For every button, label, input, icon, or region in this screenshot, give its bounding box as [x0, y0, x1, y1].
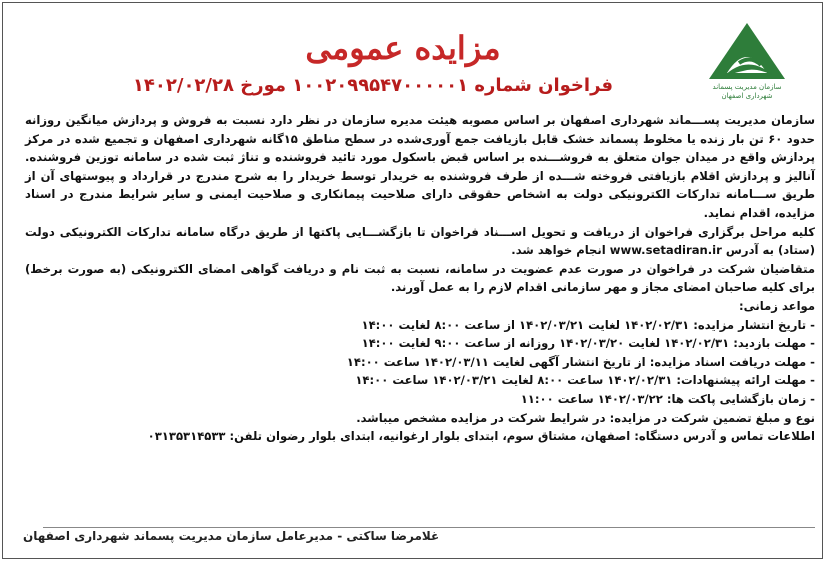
notice-frame: [2, 2, 823, 559]
divider: [43, 527, 815, 528]
guarantee-text: نوع و مبلغ تضمین شرکت در مزایده: در شرایط شرکت در مزایده مشخص میباشد.: [356, 410, 815, 425]
intro-paragraph: سازمان مدیریت پســـماند شهرداری اصفهان بر اساس مصوبه هیئت مدیره سازمان در نظر دارد نسبت به فروش و پردازش میانگین روزانه حدود ۶۰ تن بار زنده یا مخلوط پسماند خشک قابل بازیافت جمع آوری‌شده در سطح مناطق ۱۵گانه شهرداری اصفهان و تجمیع شده در مرکز پردازش واقع در میدان جوان متعلق به فروشـــنده بر اساس قبض باسکول مورد تائید فروشنده و تناژ ثبت شده در سامانه توزین فروشنده. آنالیز و پردازش اقلام بازیافتی فروخته شـــده از طرف فروشنده به خریدار توسط خریدار را به شرح مندرج در قرارداد و پیوستهای آن از طریق ســـامانه تدارکات الکترونیکی دولت به اشخاص حقوقی دارای صلاحیت پیمانکاری و صلاحیت ایمنی و سایر شرایط مندرج در اسناد مزایده، اقدام نماید.: [25, 113, 816, 220]
list-item: - مهلت دریافت اسناد مزایده: از تاریخ انتشار آگهی لغایت ۱۴۰۲/۰۳/۱۱ ساعت ۱۴:۰۰: [346, 354, 815, 369]
timeline-list: [25, 316, 815, 409]
notice-subtitle: فراخوان شماره ۱۰۰۲۰۹۹۵۴۷۰۰۰۰۰۱ مورخ ۱۴۰۲/۰۲/۲۸: [132, 75, 614, 96]
list-item: - تاریخ انتشار مزایده: ۱۴۰۲/۰۲/۳۱ لغایت ۱۴۰۲/۰۳/۲۱ از ساعت ۸:۰۰ لغایت ۱۴:۰۰: [361, 317, 815, 332]
list-item: - مهلت بازدید: ۱۴۰۲/۰۲/۳۱ لغایت ۱۴۰۲/۰۳/۲۰ روزانه از ساعت ۹:۰۰ لغایت ۱۴:۰۰: [361, 336, 815, 351]
logo-text: سازمان مدیریت پسماند شهرداری اصفهان: [712, 83, 782, 100]
list-item: - مهلت ارائه پیشنهادات: ۱۴۰۲/۰۲/۳۱ ساعت ۸:۰۰ لغایت ۱۴۰۲/۰۳/۲۱ ساعت ۱۴:۰۰: [355, 373, 815, 388]
page-title: مزایده عمومی: [305, 29, 501, 67]
contact-text: اطلاعات تماس و آدرس دستگاه: اصفهان، مشتاق سوم، ابتدای بلوار ارغوانیه، ابتدای بلوار رضوان تلفن: ۰۳۱۳۵۳۱۴۵۳۳: [147, 429, 815, 444]
notice-body: [25, 111, 815, 446]
list-item: - زمان بازگشایی پاکت ها: ۱۴۰۲/۰۳/۲۲ ساعت ۱۱:۰۰: [520, 391, 815, 406]
header: [3, 3, 824, 113]
signature: غلامرضا ساکتی - مدیرعامل سازمان مدیریت پسماند شهرداری اصفهان: [23, 529, 440, 543]
procedure-paragraph: کلیه مراحل برگزاری فراخوان از دریافت و تحویل اســـناد فراخوان تا بازگشـــایی پاکتها از طریق درگاه سامانه تدارکات الکترونیکی دولت (ستاد) به آدرس www.setadiran.ir انجام خواهد شد.: [25, 224, 815, 258]
timeline-title: مواعد زمانی:: [739, 298, 815, 313]
registration-paragraph: متقاضیان شرکت در فراخوان در صورت عدم عضویت در سامانه، نسبت به ثبت نام و دریافت گواهی امضای الکترونیکی (به صورت برخط) برای کلیه صاحبان امضای مجاز و مهر سازمانی اقدام لازم را به عمل آورند.: [25, 261, 815, 295]
